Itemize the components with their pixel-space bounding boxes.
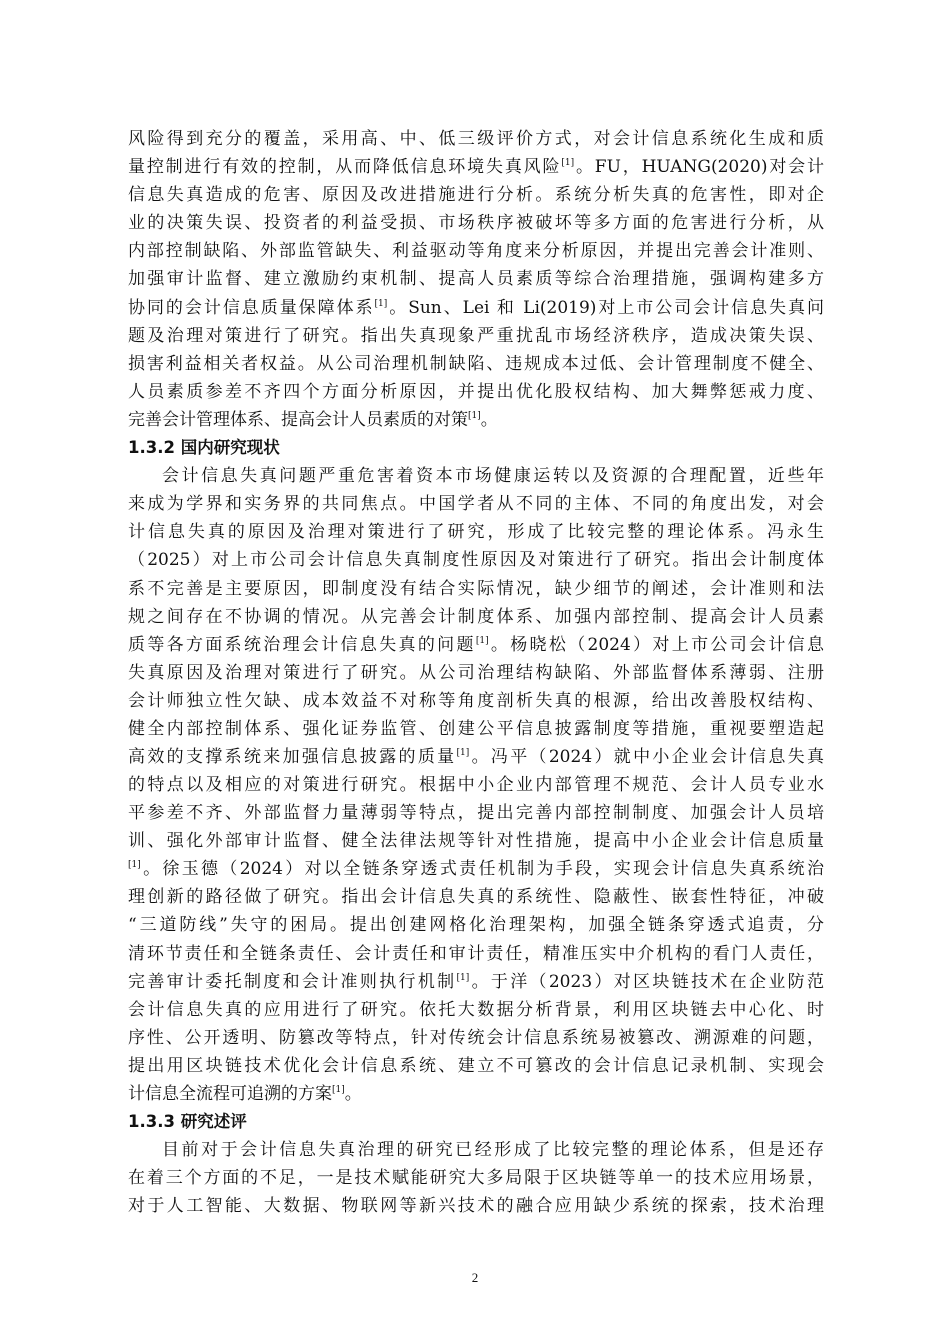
- text-segment: 平参差不齐、外部监督力量薄弱等特点，提出完善内部控制制度、加强会计人员培: [128, 803, 824, 823]
- text-segment: 对于人工智能、大数据、物联网等新兴技术的融合应用缺少系统的探索，技术治理: [128, 1196, 824, 1216]
- text-segment: 。FU，HUANG(2020)对会计: [574, 157, 825, 177]
- citation-marker: [1]: [456, 748, 470, 758]
- text-segment: 完善会计管理体系、提高会计人员素质的对策: [128, 410, 468, 430]
- text-segment: 失真原因及治理对策进行了研究。从公司治理结构缺陷、外部监督体系薄弱、注册: [128, 663, 824, 683]
- text-segment: 量控制进行有效的控制，从而降低信息环境失真风险: [128, 157, 562, 177]
- text-segment: 。于洋（2023）对区块链技术在企业防范: [469, 972, 825, 992]
- text-segment: 。: [480, 410, 498, 430]
- text-line: [128, 602, 824, 632]
- text-line: [128, 939, 824, 969]
- text-line: [128, 742, 824, 772]
- text-segment: 计信息失真的原因及治理对策进行了研究，形成了比较完整的理论体系。冯永生: [128, 522, 824, 542]
- text-line: [128, 489, 824, 519]
- text-segment: 信息失真造成的危害、原因及改进措施进行分析。系统分析失真的危害性，即对企: [128, 185, 824, 205]
- text-line: [128, 995, 824, 1025]
- text-segment: 损害利益相关者权益。从公司治理机制缺陷、违规成本过低、会计管理制度不健全、: [128, 354, 824, 374]
- section-heading: [128, 433, 824, 463]
- text-segment: 1.3.2 国内研究现状: [128, 438, 280, 457]
- text-segment: 计信息全流程可追溯的方案: [128, 1084, 332, 1104]
- text-segment: 。Sun、Lei 和 Li(2019)对上市公司会计信息失真问: [387, 298, 824, 318]
- text-line: [128, 264, 824, 294]
- text-segment: 训、强化外部审计监督、健全法律法规等针对性措施，提高中小企业会计信息质量: [128, 831, 824, 851]
- text-segment: 会计信息失真的应用进行了研究。依托大数据分析背景，利用区块链去中心化、时: [128, 1000, 824, 1020]
- text-line: [128, 461, 824, 491]
- text-segment: 内部控制缺陷、外部监管缺失、利益驱动等角度来分析原因，并提出完善会计准则、: [128, 241, 824, 261]
- text-segment: 在着三个方面的不足，一是技术赋能研究大多局限于区块链等单一的技术应用场景，: [128, 1168, 824, 1188]
- text-line: [128, 1191, 824, 1221]
- citation-marker: [1]: [561, 158, 575, 168]
- text-segment: 规之间存在不协调的情况。从完善会计制度体系、加强内部控制、提高会计人员素: [128, 607, 824, 627]
- text-line: [128, 686, 824, 716]
- text-line: [128, 1135, 824, 1165]
- text-line: [128, 798, 824, 828]
- text-segment: 。徐玉德（2024）对以全链条穿透式责任机制为手段，实现会计信息失真系统治: [140, 859, 824, 879]
- text-line: [128, 967, 824, 997]
- text-segment: 清环节责任和全链条责任、会计责任和审计责任，精准压实中介机构的看门人责任，: [128, 944, 824, 964]
- text-segment: 理创新的路径做了研究。指出会计信息失真的系统性、隐蔽性、嵌套性特征，冲破: [128, 887, 824, 907]
- text-segment: 会计信息失真问题严重危害着资本市场健康运转以及资源的合理配置，近些年: [162, 466, 824, 486]
- text-line: [128, 770, 824, 800]
- text-line: [128, 517, 824, 547]
- text-segment: 1.3.3 研究述评: [128, 1112, 247, 1131]
- section-heading: [128, 1107, 824, 1137]
- text-line: [128, 1079, 824, 1109]
- text-line: [128, 1023, 824, 1053]
- citation-marker: [1]: [128, 860, 141, 870]
- text-segment: 。: [344, 1084, 362, 1104]
- text-line: [128, 208, 824, 238]
- text-segment: 加强审计监督、建立激励约束机制、提高人员素质等综合治理措施，强调构建多方: [128, 269, 824, 289]
- text-segment: 完善审计委托制度和会计准则执行机制: [128, 972, 457, 992]
- citation-marker: [1]: [468, 411, 481, 421]
- citation-marker: [1]: [332, 1085, 345, 1095]
- text-line: [128, 405, 824, 435]
- text-segment: （2025）对上市公司会计信息失真制度性原因及对策进行了研究。指出会计制度体: [128, 550, 824, 570]
- text-segment: 健全内部控制体系、强化证券监管、创建公平信息披露制度等措施，重视要塑造起: [128, 719, 824, 739]
- page-number: 2: [471, 1270, 479, 1285]
- text-segment: 来成为学界和实务界的共同焦点。中国学者从不同的主体、不同的角度出发，对会: [128, 494, 824, 514]
- text-segment: 题及治理对策进行了研究。指出失真现象严重扰乱市场经济秩序，造成决策失误、: [128, 326, 824, 346]
- text-segment: 目前对于会计信息失真治理的研究已经形成了比较完整的理论体系，但是还存: [162, 1140, 824, 1160]
- text-line: [128, 180, 824, 210]
- citation-marker: [1]: [374, 299, 388, 309]
- text-segment: 协同的会计信息质量保障体系: [128, 298, 375, 318]
- text-line: [128, 910, 824, 940]
- text-line: [128, 826, 824, 856]
- text-line: [128, 293, 824, 323]
- citation-marker: [1]: [456, 973, 470, 983]
- text-line: [128, 630, 824, 660]
- text-segment: “三道防线”失守的困局。提出创建网格化治理架构，加强全链条穿透式追责，分: [128, 915, 824, 935]
- text-line: [128, 854, 824, 884]
- text-line: [128, 658, 824, 688]
- text-line: [128, 882, 824, 912]
- text-segment: 提出用区块链技术优化会计信息系统、建立不可篡改的会计信息记录机制、实现会: [128, 1056, 824, 1076]
- text-line: [128, 321, 824, 351]
- text-line: [128, 1051, 824, 1081]
- text-segment: 风险得到充分的覆盖，采用高、中、低三级评价方式，对会计信息系统化生成和质: [128, 129, 824, 149]
- text-line: [128, 714, 824, 744]
- text-segment: 高效的支撑系统来加强信息披露的质量: [128, 747, 457, 767]
- text-line: [128, 152, 824, 182]
- text-segment: 业的决策失误、投资者的利益受损、市场秩序被破坏等多方面的危害进行分析，从: [128, 213, 824, 233]
- text-segment: 的特点以及相应的对策进行研究。根据中小企业内部管理不规范、会计人员专业水: [128, 775, 824, 795]
- text-line: [128, 349, 824, 379]
- text-line: [128, 236, 824, 266]
- text-segment: 质等各方面系统治理会计信息失真的问题: [128, 635, 476, 655]
- text-segment: 系不完善是主要原因，即制度没有结合实际情况，缺少细节的阐述，会计准则和法: [128, 579, 824, 599]
- citation-marker: [1]: [475, 636, 489, 646]
- text-segment: 。冯平（2024）就中小企业会计信息失真: [469, 747, 825, 767]
- text-line: [128, 574, 824, 604]
- text-line: [128, 545, 824, 575]
- text-segment: 。杨晓松（2024）对上市公司会计信息: [488, 635, 825, 655]
- text-segment: 会计师独立性欠缺、成本效益不对称等角度剖析失真的根源，给出改善股权结构、: [128, 691, 824, 711]
- text-line: [128, 124, 824, 154]
- text-line: [128, 1163, 824, 1193]
- text-segment: 人员素质参差不齐四个方面分析原因，并提出优化股权结构、加大舞弊惩戒力度、: [128, 382, 824, 402]
- text-segment: 序性、公开透明、防篡改等特点，针对传统会计信息系统易被篡改、溯源难的问题，: [128, 1028, 824, 1048]
- text-line: [128, 377, 824, 407]
